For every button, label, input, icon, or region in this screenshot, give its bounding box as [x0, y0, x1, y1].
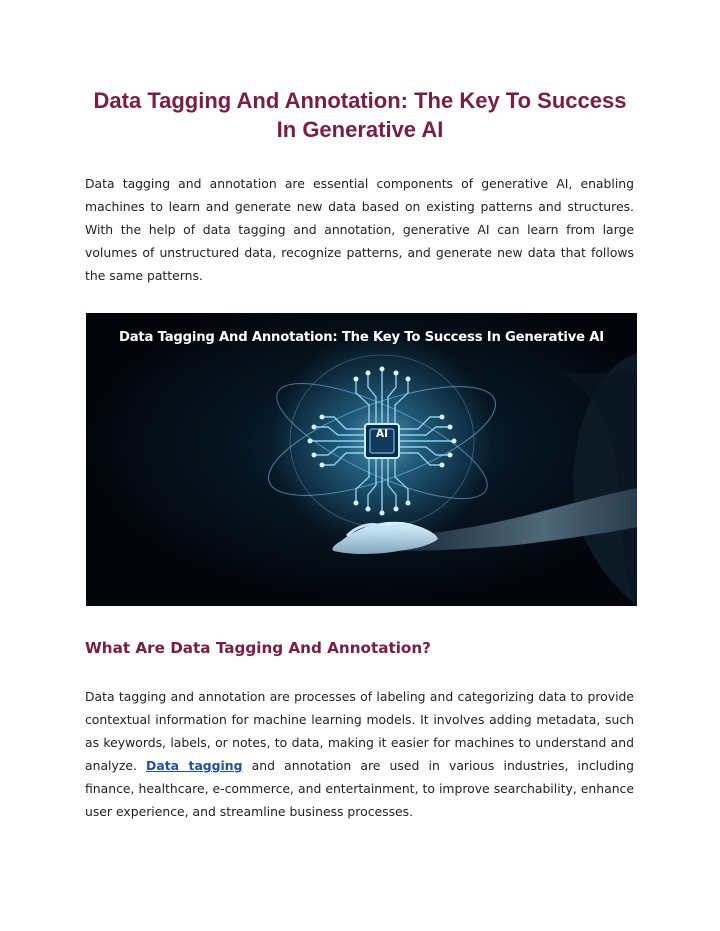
data-tagging-link[interactable]: Data tagging	[146, 758, 243, 773]
section-paragraph	[85, 685, 634, 823]
page-title: Data Tagging And Annotation: The Key To Success In Generative AI	[93, 88, 627, 142]
ai-chip-label: AI	[375, 428, 389, 440]
intro-paragraph: Data tagging and annotation are essential components of generative AI, enabling machines to learn and generate new data based on existing patterns and structures. With the help of data tagging and annotation, generative AI can learn from large volumes of unstructured data, recognize patterns, and generate new data that follows the same patterns.	[85, 176, 634, 283]
section-heading: What Are Data Tagging And Annotation?	[85, 639, 431, 657]
hand-holding-ai-chip-icon	[86, 313, 637, 606]
banner-title: Data Tagging And Annotation: The Key To Success In Generative AI	[118, 330, 604, 345]
paragraph-text-before-link: Data tagging and annotation are processes of labeling and categorizing data to provide contextual information for machine learning models. It involves adding metadata, such as keywords, labels, or notes, to data, making it easier for machines to understand and analyze.	[85, 689, 634, 773]
paragraph-text-after-link: and annotation are used in various industries, including finance, healthcare, e-commerce, and entertainment, to improve searchability, enhance user experience, and streamline business processes.	[85, 758, 634, 819]
banner-image	[86, 313, 637, 606]
